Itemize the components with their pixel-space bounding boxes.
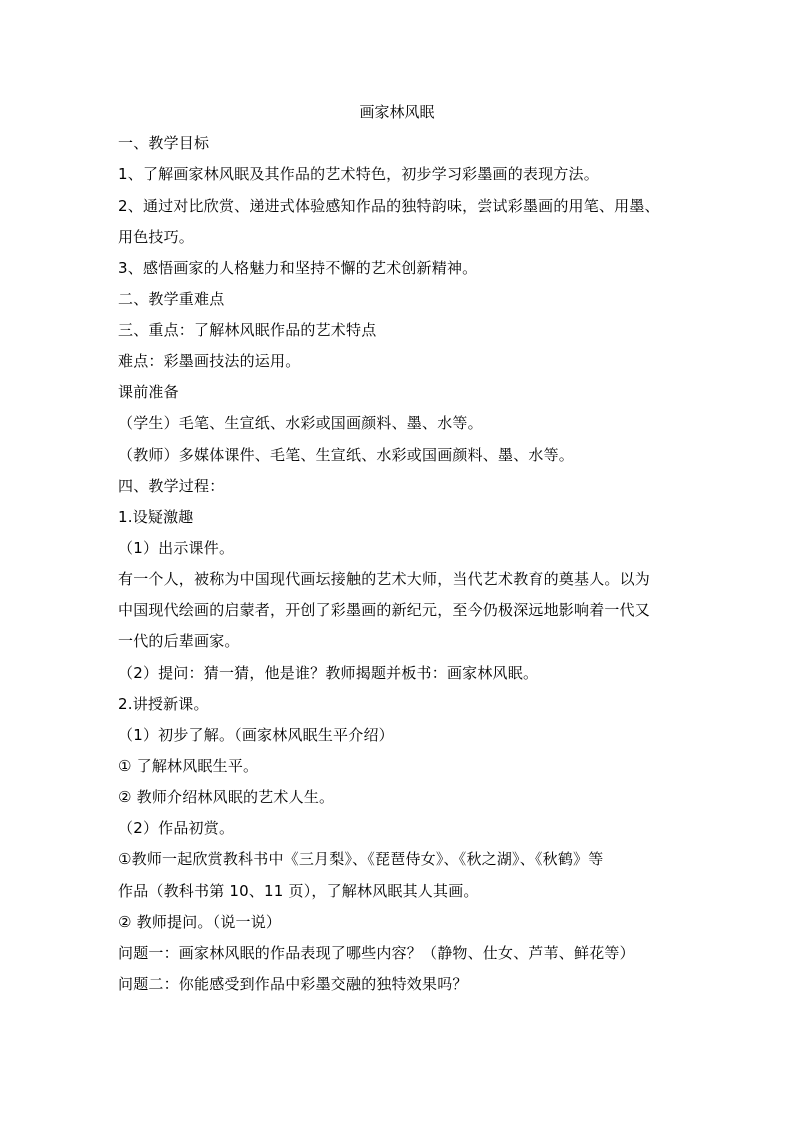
paragraph-line: ② 教师介绍林风眠的艺术人生。 — [118, 788, 335, 806]
paragraph-line: 难点：彩墨画技法的运用。 — [118, 352, 301, 370]
paragraph-line: 3、感悟画家的人格魅力和坚持不懈的艺术创新精神。 — [118, 259, 478, 277]
paragraph-line: （1）初步了解。（画家林风眠生平介绍） — [118, 726, 394, 744]
section-heading-key-points: 二、教学重难点 — [118, 290, 225, 308]
paragraph-line: ② 教师提问。（说一说） — [118, 913, 282, 931]
paragraph-line: 用色技巧。 — [118, 228, 195, 246]
subheading-line: 1.设疑激趣 — [118, 508, 194, 526]
section-heading-process: 四、教学过程： — [118, 477, 225, 495]
subheading-line: 2.讲授新课。 — [118, 695, 209, 713]
paragraph-line: 有一个人，被称为中国现代画坛接触的艺术大师，当代艺术教育的奠基人。以为 — [118, 570, 651, 588]
paragraph-line: 2、通过对比欣赏、递进式体验感知作品的独特韵味，尝试彩墨画的用笔、用墨、 — [118, 197, 660, 215]
paragraph-line: 一代的后辈画家。 — [118, 632, 240, 650]
paragraph-line: （1）出示课件。 — [118, 539, 235, 557]
document-title: 画家林风眠 — [359, 103, 435, 121]
paragraph-line: 1、了解画家林风眠及其作品的艺术特色，初步学习彩墨画的表现方法。 — [118, 165, 599, 183]
section-heading-objectives: 一、教学目标 — [118, 134, 210, 152]
section-heading-preparation: 课前准备 — [118, 383, 179, 401]
paragraph-line: 问题一：画家林风眠的作品表现了哪些内容？（静物、仕女、芦苇、鲜花等） — [118, 944, 635, 962]
paragraph-line: （学生）毛笔、生宣纸、水彩或国画颜料、墨、水等。 — [118, 414, 483, 432]
paragraph-line: 作品（教科书第 10、11 页），了解林风眠其人其画。 — [118, 882, 479, 900]
paragraph-line: （2）作品初赏。 — [118, 819, 235, 837]
paragraph-line: （教师）多媒体课件、毛笔、生宣纸、水彩或国画颜料、墨、水等。 — [118, 446, 575, 464]
paragraph-line: ① 了解林风眠生平。 — [118, 757, 259, 775]
paragraph-line: ①教师一起欣赏教科书中《三月梨》、《琵琶侍女》、《秋之湖》、《秋鹤》等 — [118, 850, 604, 868]
paragraph-line: （2）提问：猜一猜，他是谁？教师揭题并板书：画家林风眠。 — [118, 664, 539, 682]
paragraph-line: 三、重点：了解林风眠作品的艺术特点 — [118, 321, 377, 339]
paragraph-line: 中国现代绘画的启蒙者，开创了彩墨画的新纪元，至今仍极深远地影响着一代又 — [118, 601, 651, 619]
paragraph-line: 问题二：你能感受到作品中彩墨交融的独特效果吗？ — [118, 975, 468, 993]
